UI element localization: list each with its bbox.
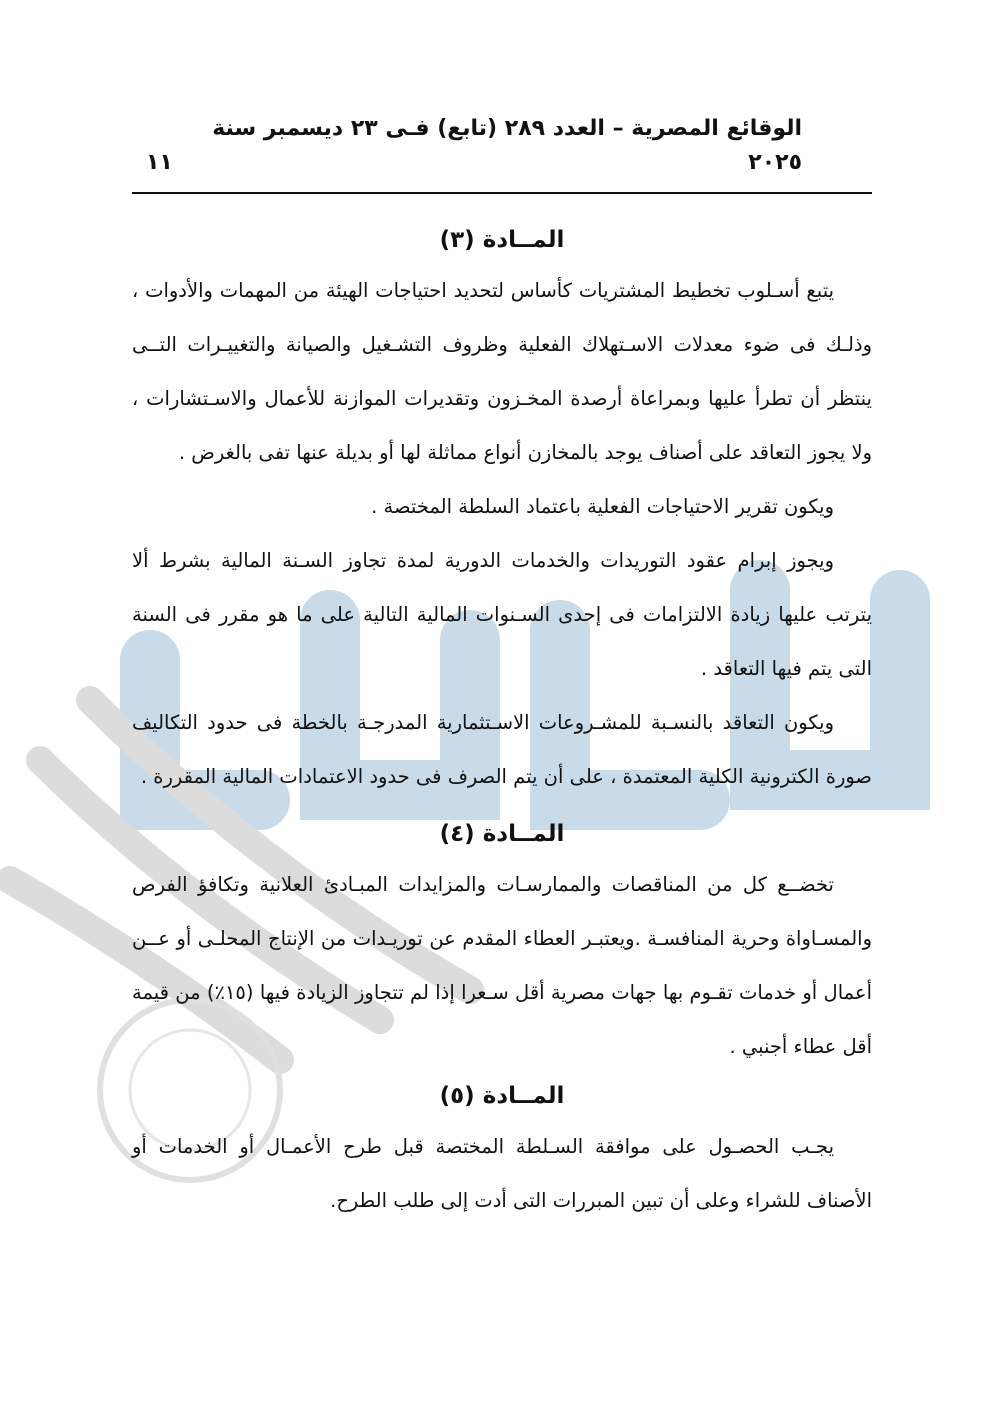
article-4: [132, 814, 872, 1074]
article-title: المــادة (٣): [439, 227, 565, 253]
article-title: المــادة (٥): [439, 1083, 565, 1109]
article-paragraph: ويكون تقرير الاحتياجات الفعلية باعتماد السلطة المختصة .: [371, 495, 834, 518]
article-title: المــادة (٤): [439, 821, 565, 847]
article-paragraph: تخضــع كل من المناقصات والممارسـات والمزايدات المبـادئ العلانية وتكافؤ الفرص والمسـاواة وحرية المنافسـة .ويعتبـر العطاء المقدم عن توريـدات من الإنتاج المحلـى أو عــن أعمال أو خدمات تقـوم بها جهات مصرية أقل سـعرا إذا لم تتجاوز الزيادة فيها (١٥٪) من قيمة أقل عطاء أجنبي .: [132, 873, 872, 1058]
document-page: [132, 112, 872, 1228]
page-header: [132, 112, 872, 194]
article-paragraph: ويجوز إبرام عقود التوريدات والخدمات الدورية لمدة تجاوز السـنة المالية بشرط ألا يترتب عليها زيادة الالتزامات فى إحدى السـنوات المالية التالية على ما هو مقرر فى السنة التى يتم فيها التعاقد .: [132, 549, 872, 680]
article-paragraph: يجـب الحصـول على موافقة السـلطة المختصة قبل طرح الأعمـال أو الخدمات أو الأصناف للشراء وعلى أن تبين المبررات التى أدت إلى طلب الطرح.: [132, 1135, 872, 1212]
article-5: [132, 1076, 872, 1228]
article-paragraph: ويكون التعاقد بالنسـبة للمشـروعات الاسـتثمارية المدرجـة بالخطة فى حدود التكاليف صورة الكترونية الكلية المعتمدة ، على أن يتم الصرف فى حدود الاعتمادات المالية المقررة .: [132, 711, 872, 788]
page-number: ١١: [146, 150, 173, 175]
gazette-title: الوقائع المصرية – العدد ٢٨٩ (تابع) فـى ٢٣ ديسمبر سنة ٢٠٢٥: [212, 116, 802, 175]
article-paragraph: يتبع أسـلوب تخطيط المشتريات كأساس لتحديد احتياجات الهيئة من المهمات والأدوات ، وذلـك فى ضوء معدلات الاسـتهلاك الفعلية وظروف التشـغيل والصيانة والتغييـرات التــى ينتظر أن تطرأ عليها وبمراعاة أرصدة المخـزون وتقديرات الموازنة للأعمال والاسـتشارات ، ولا يجوز التعاقد على أصناف يوجد بالمخازن أنواع مماثلة لها أو بديلة عنها تفى بالغرض .: [132, 279, 872, 464]
article-3: [132, 220, 872, 804]
